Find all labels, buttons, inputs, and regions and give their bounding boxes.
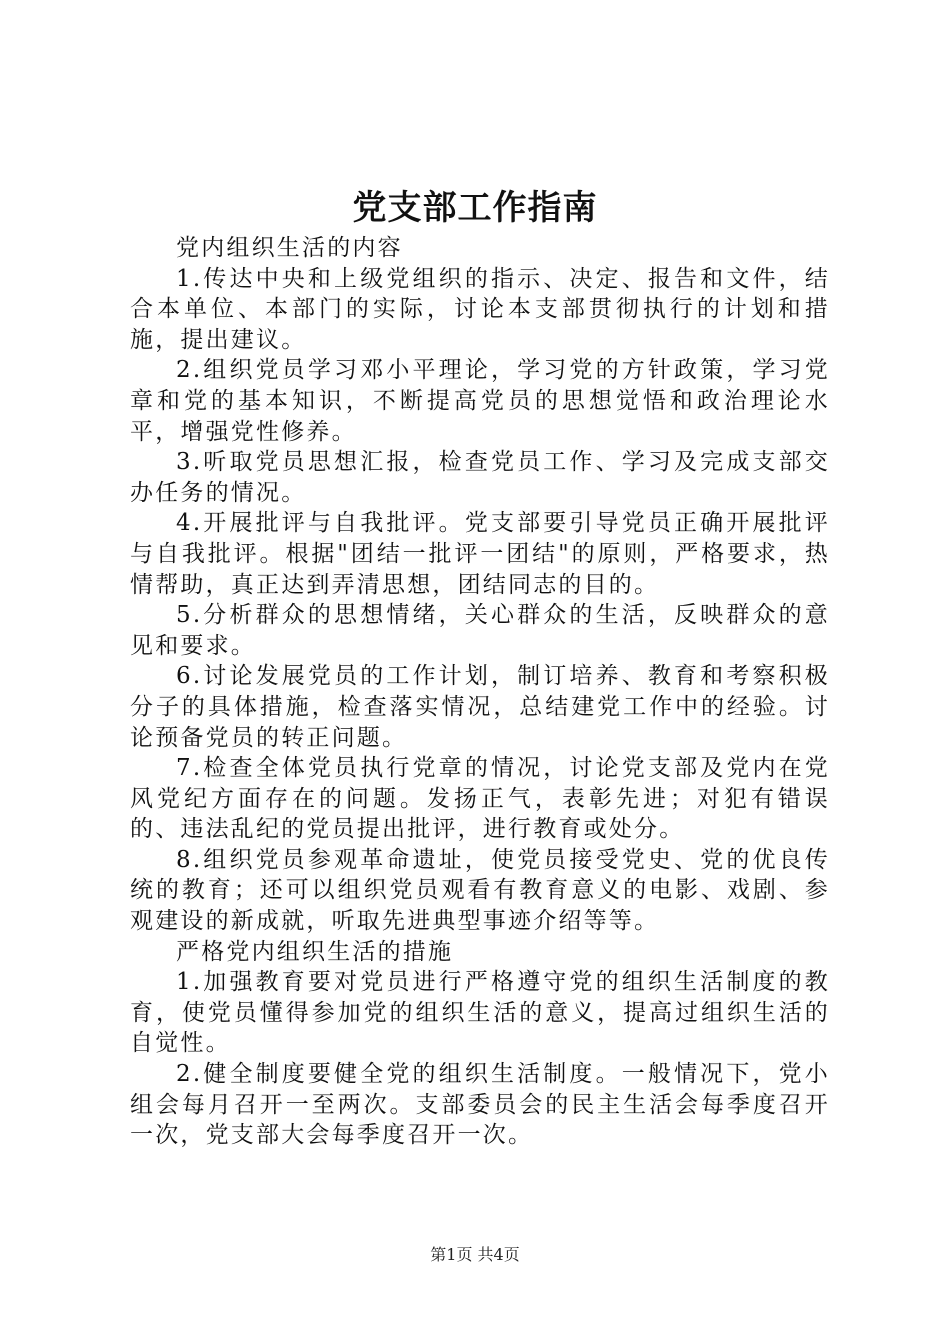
paragraph-measure-1: 1.加强教育要对党员进行严格遵守党的组织生活制度的教育，使党员懂得参加党的组织生活的意义，提高过组织生活的自觉性。 — [130, 969, 830, 1057]
paragraph-item-7: 7.检查全体党员执行党章的情况，讨论党支部及党内在党风党纪方面存在的问题。发扬正气，表彰先进；对犯有错误的、违法乱纪的党员提出批评，进行教育或处分。 — [130, 755, 830, 843]
page-number-footer: 第1页 共4页 — [430, 1245, 520, 1264]
paragraph-item-4: 4.开展批评与自我批评。党支部要引导党员正确开展批评与自我批评。根据"团结一批评一团结"的原则，严格要求，热情帮助，真正达到弄清思想，团结同志的目的。 — [130, 510, 830, 598]
paragraph-item-5: 5.分析群众的思想情绪，关心群众的生活，反映群众的意见和要求。 — [130, 602, 830, 659]
document-body — [130, 233, 830, 1151]
paragraph-item-6: 6.讨论发展党员的工作计划，制订培养、教育和考察积极分子的具体措施，检查落实情况，总结建党工作中的经验。讨论预备党员的转正问题。 — [130, 663, 830, 751]
section-heading-measures: 严格党内组织生活的措施 — [176, 938, 454, 965]
paragraph-item-3: 3.听取党员思想汇报，检查党员工作、学习及完成支部交办任务的情况。 — [130, 449, 830, 506]
paragraph-measure-2: 2.健全制度要健全党的组织生活制度。一般情况下，党小组会每月召开一至两次。支部委员会的民主生活会每季度召开一次，党支部大会每季度召开一次。 — [130, 1061, 830, 1149]
paragraph-item-2: 2.组织党员学习邓小平理论，学习党的方针政策，学习党章和党的基本知识，不断提高党员的思想觉悟和政治理论水平，增强党性修养。 — [130, 357, 830, 445]
paragraph-item-1: 1.传达中央和上级党组织的指示、决定、报告和文件，结合本单位、本部门的实际，讨论本支部贯彻执行的计划和措施，提出建议。 — [130, 265, 830, 353]
section-heading-content: 党内组织生活的内容 — [176, 235, 403, 261]
page-title: 党支部工作指南 — [352, 188, 598, 228]
paragraph-item-8: 8.组织党员参观革命遗址，使党员接受党史、党的优良传统的教育；还可以组织党员观看有教育意义的电影、戏剧、参观建设的新成就，听取先进典型事迹介绍等等。 — [130, 846, 830, 935]
